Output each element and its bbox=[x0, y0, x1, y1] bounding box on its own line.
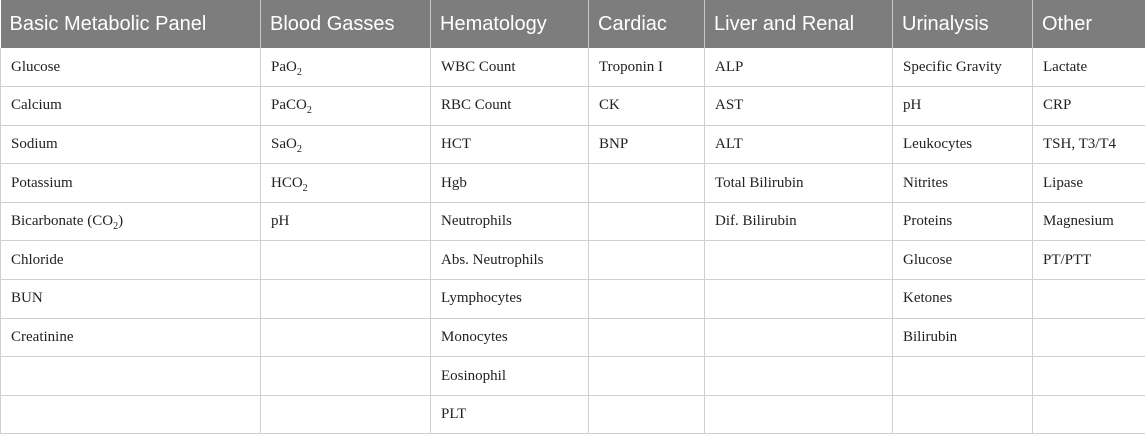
table-cell bbox=[1, 87, 261, 126]
table-cell bbox=[431, 164, 589, 203]
header-basic-metabolic-panel: Basic Metabolic Panel bbox=[1, 0, 261, 48]
table-cell bbox=[893, 125, 1033, 164]
cell-text: Proteins bbox=[903, 213, 953, 230]
table-cell bbox=[589, 125, 705, 164]
table-cell bbox=[261, 280, 431, 319]
table-cell bbox=[1033, 48, 1145, 87]
table-cell bbox=[431, 318, 589, 357]
table-cell bbox=[1033, 87, 1145, 126]
table-cell bbox=[705, 241, 893, 280]
table-cell bbox=[705, 48, 893, 87]
table-row bbox=[1, 164, 1145, 203]
table-cell bbox=[705, 125, 893, 164]
cell-text: Lipase bbox=[1043, 174, 1083, 191]
cell-subscript: 2 bbox=[296, 66, 302, 78]
cell-text: Creatinine bbox=[11, 328, 74, 345]
cell-text: Lactate bbox=[1043, 58, 1088, 75]
table-cell bbox=[589, 280, 705, 319]
table-cell bbox=[431, 48, 589, 87]
table-row bbox=[1, 357, 1145, 396]
table-cell bbox=[1, 125, 261, 164]
cell-subscript: 2 bbox=[306, 105, 312, 117]
header-other: Other bbox=[1033, 0, 1145, 48]
table-cell bbox=[1, 395, 261, 434]
table-cell bbox=[1, 202, 261, 241]
table-cell bbox=[589, 357, 705, 396]
table-cell bbox=[589, 395, 705, 434]
table-row bbox=[1, 318, 1145, 357]
table-cell bbox=[261, 318, 431, 357]
cell-text: Bilirubin bbox=[903, 328, 958, 345]
table-cell bbox=[705, 280, 893, 319]
cell-text: BUN bbox=[11, 290, 43, 307]
table-cell bbox=[589, 241, 705, 280]
table-cell bbox=[1033, 164, 1145, 203]
cell-text: Monocytes bbox=[441, 328, 508, 345]
table-row bbox=[1, 241, 1145, 280]
cell-text: Neutrophils bbox=[441, 213, 512, 230]
cell-text: WBC Count bbox=[441, 58, 516, 75]
cell-text: Troponin I bbox=[599, 58, 664, 75]
table-cell bbox=[261, 357, 431, 396]
cell-text: pH bbox=[271, 213, 290, 230]
table-cell bbox=[1, 164, 261, 203]
table-row bbox=[1, 395, 1145, 434]
table-cell bbox=[705, 87, 893, 126]
table-cell bbox=[431, 395, 589, 434]
cell-text: Hgb bbox=[441, 174, 467, 191]
header-cardiac: Cardiac bbox=[589, 0, 705, 48]
table-cell bbox=[893, 241, 1033, 280]
cell-text: Bicarbonate (CO bbox=[11, 213, 114, 230]
cell-text: Abs. Neutrophils bbox=[441, 251, 544, 268]
table-cell bbox=[431, 87, 589, 126]
cell-text: Chloride bbox=[11, 251, 64, 268]
cell-text: pH bbox=[903, 97, 922, 114]
table-cell bbox=[705, 318, 893, 357]
cell-text: Sodium bbox=[11, 135, 58, 152]
header-urinalysis: Urinalysis bbox=[893, 0, 1033, 48]
table-cell bbox=[261, 48, 431, 87]
cell-text: SaO bbox=[271, 135, 297, 152]
table-row bbox=[1, 280, 1145, 319]
table-cell bbox=[431, 280, 589, 319]
table-cell bbox=[893, 48, 1033, 87]
cell-subscript: 2 bbox=[113, 221, 119, 233]
header-liver-and-renal: Liver and Renal bbox=[705, 0, 893, 48]
table-cell bbox=[1033, 357, 1145, 396]
cell-text: ALT bbox=[715, 135, 743, 152]
cell-subscript: 2 bbox=[302, 182, 308, 194]
cell-text: Ketones bbox=[903, 290, 953, 307]
table-cell bbox=[431, 125, 589, 164]
table-cell bbox=[1, 357, 261, 396]
table-row bbox=[1, 48, 1145, 87]
header-hematology: Hematology bbox=[431, 0, 589, 48]
cell-text: PT/PTT bbox=[1043, 251, 1092, 268]
table-cell bbox=[1033, 395, 1145, 434]
cell-text: HCO bbox=[271, 174, 303, 191]
table-row bbox=[1, 87, 1145, 126]
table-cell bbox=[1033, 280, 1145, 319]
cell-text: ALP bbox=[715, 58, 744, 75]
cell-text: Total Bilirubin bbox=[715, 174, 804, 191]
cell-text: Specific Gravity bbox=[903, 58, 1002, 75]
table-cell bbox=[589, 164, 705, 203]
table-cell bbox=[589, 48, 705, 87]
table-cell bbox=[261, 125, 431, 164]
table-body bbox=[1, 48, 1145, 434]
cell-text-suffix: ) bbox=[118, 213, 124, 230]
cell-text: Dif. Bilirubin bbox=[715, 213, 797, 230]
table-cell bbox=[705, 395, 893, 434]
cell-text: Glucose bbox=[11, 58, 61, 75]
table-cell bbox=[1, 280, 261, 319]
table-cell bbox=[893, 395, 1033, 434]
table-cell bbox=[261, 87, 431, 126]
table-cell bbox=[589, 202, 705, 241]
cell-text: Magnesium bbox=[1043, 213, 1114, 230]
table-cell bbox=[705, 357, 893, 396]
table-header bbox=[1, 0, 1145, 48]
table-cell bbox=[1033, 125, 1145, 164]
cell-text: BNP bbox=[599, 135, 629, 152]
cell-text: TSH, T3/T4 bbox=[1043, 135, 1117, 152]
cell-text: Potassium bbox=[11, 174, 73, 191]
table-cell bbox=[705, 202, 893, 241]
table-cell bbox=[893, 357, 1033, 396]
table-row bbox=[1, 202, 1145, 241]
cell-text: PaCO bbox=[271, 97, 307, 114]
table-cell bbox=[1, 48, 261, 87]
table-cell bbox=[589, 87, 705, 126]
header-blood-gasses: Blood Gasses bbox=[261, 0, 431, 48]
cell-text: Leukocytes bbox=[903, 135, 973, 152]
header-row bbox=[1, 0, 1145, 48]
cell-text: Calcium bbox=[11, 97, 62, 114]
table-cell bbox=[1033, 241, 1145, 280]
table-cell bbox=[261, 202, 431, 241]
table-cell bbox=[261, 164, 431, 203]
cell-text: Eosinophil bbox=[441, 367, 507, 384]
table-cell bbox=[431, 202, 589, 241]
cell-text: HCT bbox=[441, 135, 471, 152]
table-cell bbox=[893, 202, 1033, 241]
table-cell bbox=[893, 280, 1033, 319]
cell-text: AST bbox=[715, 97, 744, 114]
cell-subscript: 2 bbox=[296, 143, 302, 155]
table-cell bbox=[431, 357, 589, 396]
table-cell bbox=[893, 318, 1033, 357]
table-cell bbox=[1033, 202, 1145, 241]
table-cell bbox=[261, 395, 431, 434]
cell-text: PaO bbox=[271, 58, 297, 75]
table-cell bbox=[705, 164, 893, 203]
table-cell bbox=[893, 87, 1033, 126]
table-cell bbox=[1, 241, 261, 280]
cell-text: CRP bbox=[1043, 97, 1072, 114]
table-cell bbox=[1033, 318, 1145, 357]
cell-text: Glucose bbox=[903, 251, 953, 268]
cell-text: PLT bbox=[441, 406, 467, 423]
table-cell bbox=[261, 241, 431, 280]
cell-text: Lymphocytes bbox=[441, 290, 522, 307]
table-cell bbox=[893, 164, 1033, 203]
table-cell bbox=[589, 318, 705, 357]
cell-text: Nitrites bbox=[903, 174, 948, 191]
table-cell bbox=[1, 318, 261, 357]
cell-text: RBC Count bbox=[441, 97, 512, 114]
table-cell bbox=[431, 241, 589, 280]
table-row bbox=[1, 125, 1145, 164]
cell-text: CK bbox=[599, 97, 620, 114]
